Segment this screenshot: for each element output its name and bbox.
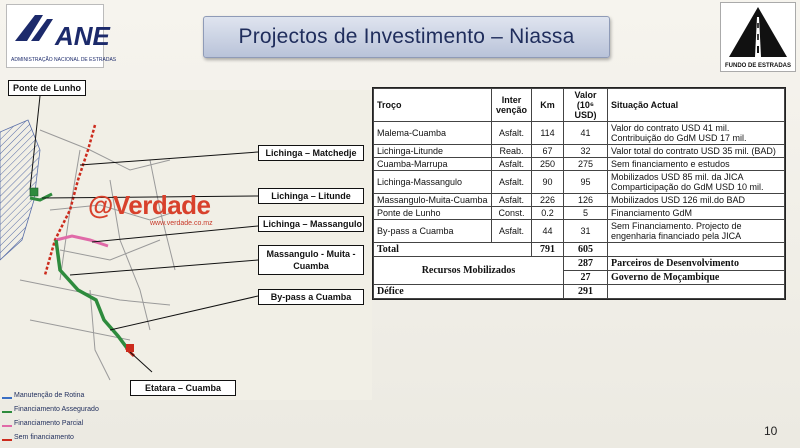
table-row: [374, 207, 785, 220]
fundo-estradas-logo-text: FUNDO DE ESTRADAS: [724, 63, 791, 69]
legend-label: Financiamento Parcial: [14, 420, 84, 427]
cell-valor: 41: [564, 122, 608, 145]
callout-lichinga-matchedje: Lichinga – Matchedje: [258, 145, 364, 161]
table-row: [374, 194, 785, 207]
legend-item: [0, 390, 120, 404]
callout-lichinga-massangulo: Lichinga – Massangulo: [258, 216, 364, 232]
cell-troco: Massangulo-Muita-Cuamba: [374, 194, 492, 207]
cell-intervencao: Asfalt.: [492, 194, 532, 207]
legend-swatch: [2, 397, 12, 399]
total-empty: [608, 243, 785, 257]
legend-label: Financiamento Assegurado: [14, 406, 99, 413]
cell-situacao: Sem financiamento e estudos: [608, 158, 785, 171]
cell-situacao: Valor do contrato USD 41 mil. Contribuição do GdM USD 17 mil.: [608, 122, 785, 145]
legend-item: [0, 404, 120, 418]
table-row: [374, 158, 785, 171]
deficit-label: Défice: [374, 285, 564, 299]
deficit-empty: [608, 285, 785, 299]
cell-intervencao: Const.: [492, 207, 532, 220]
cell-situacao: Valor total do contrato USD 35 mil. (BAD): [608, 145, 785, 158]
cell-intervencao: Asfalt.: [492, 220, 532, 243]
cell-valor: 126: [564, 194, 608, 207]
map-legend: [0, 390, 120, 446]
deficit-value: 291: [564, 285, 608, 299]
watermark-url: www.verdade.co.mz: [150, 220, 213, 227]
total-row: [374, 243, 785, 257]
cell-troco: Lichinga-Litunde: [374, 145, 492, 158]
table-row: [374, 145, 785, 158]
cell-situacao: Mobilizados USD 85 mil. da JICA Comparticipação do GdM USD 10 mil.: [608, 171, 785, 194]
cell-km: 250: [532, 158, 564, 171]
cell-km: 67: [532, 145, 564, 158]
ane-wing-icon: [13, 13, 57, 43]
header-km: Km: [532, 89, 564, 122]
cell-troco: Ponte de Lunho: [374, 207, 492, 220]
callout-ponte-de-lunho: Ponte de Lunho: [8, 80, 86, 96]
fundo-estradas-logo: [720, 2, 796, 72]
legend-swatch: [2, 439, 12, 441]
legend-label: Sem financiamento: [14, 434, 74, 441]
deficit-row: [374, 285, 785, 299]
title-bar: [203, 16, 610, 58]
watermark: @Verdade: [88, 190, 211, 220]
cell-km: 226: [532, 194, 564, 207]
cell-troco: Lichinga-Massangulo: [374, 171, 492, 194]
cell-situacao: Financiamento GdM: [608, 207, 785, 220]
ane-logo-text: ANE: [55, 21, 110, 51]
callout-etatara-cuamba: Etatara – Cuamba: [130, 380, 236, 396]
resources-value: 27: [564, 271, 608, 285]
legend-swatch: [2, 411, 12, 413]
header-situacao: Situação Actual: [608, 89, 785, 122]
callout-massangulo-muita-cuamba: [258, 245, 364, 275]
header-intervencao: Inter venção: [492, 89, 532, 122]
resources-source: Governo de Moçambique: [608, 271, 785, 285]
investment-table: [372, 87, 786, 300]
total-value: 605: [564, 243, 608, 257]
legend-item: [0, 418, 120, 432]
cell-km: 90: [532, 171, 564, 194]
cell-valor: 31: [564, 220, 608, 243]
cell-troco: Malema-Cuamba: [374, 122, 492, 145]
header-troco: Troço: [374, 89, 492, 122]
cell-intervencao: Asfalt.: [492, 122, 532, 145]
ane-logo: [6, 4, 117, 68]
cell-valor: 32: [564, 145, 608, 158]
callout-bypass-cuamba: By-pass a Cuamba: [258, 289, 364, 305]
cell-km: 44: [532, 220, 564, 243]
callout-massangulo-line2: Cuamba: [293, 261, 329, 271]
table-row: [374, 122, 785, 145]
cell-intervencao: Asfalt.: [492, 171, 532, 194]
cell-intervencao: Asfalt.: [492, 158, 532, 171]
cell-valor: 275: [564, 158, 608, 171]
cell-intervencao: Reab.: [492, 145, 532, 158]
cell-km: 0.2: [532, 207, 564, 220]
road-pyramid-icon: [721, 3, 795, 61]
cell-valor: 5: [564, 207, 608, 220]
page-title: Projectos de Investimento – Niassa: [238, 25, 575, 48]
cell-situacao: Mobilizados USD 126 mil.do BAD: [608, 194, 785, 207]
table-header-row: [374, 89, 785, 122]
cell-troco: Cuamba-Marrupa: [374, 158, 492, 171]
header-valor: Valor (10⁶ USD): [564, 89, 608, 122]
ane-logo-subtitle: ADMINISTRAÇÃO NACIONAL DE ESTRADAS: [11, 57, 117, 63]
resources-value: 287: [564, 257, 608, 271]
resources-label: Recursos Mobilizados: [374, 257, 564, 285]
cell-troco: By-pass a Cuamba: [374, 220, 492, 243]
legend-label: Manutenção de Rotina: [14, 392, 85, 399]
page-number: 10: [764, 424, 778, 438]
table-row: [374, 220, 785, 243]
cell-situacao: Sem Financiamento. Projecto de engenharia financiado pela JICA: [608, 220, 785, 243]
callout-lichinga-litunde: Lichinga – Litunde: [258, 188, 364, 204]
total-label: Total: [374, 243, 532, 257]
legend-item: [0, 432, 120, 446]
legend-swatch: [2, 425, 12, 427]
cell-km: 114: [532, 122, 564, 145]
resources-row: [374, 257, 785, 271]
resources-source: Parceiros de Desenvolvimento: [608, 257, 785, 271]
table-row: [374, 171, 785, 194]
callout-massangulo-line1: Massangulo - Muita -: [266, 249, 356, 259]
total-km: 791: [532, 243, 564, 257]
cell-valor: 95: [564, 171, 608, 194]
